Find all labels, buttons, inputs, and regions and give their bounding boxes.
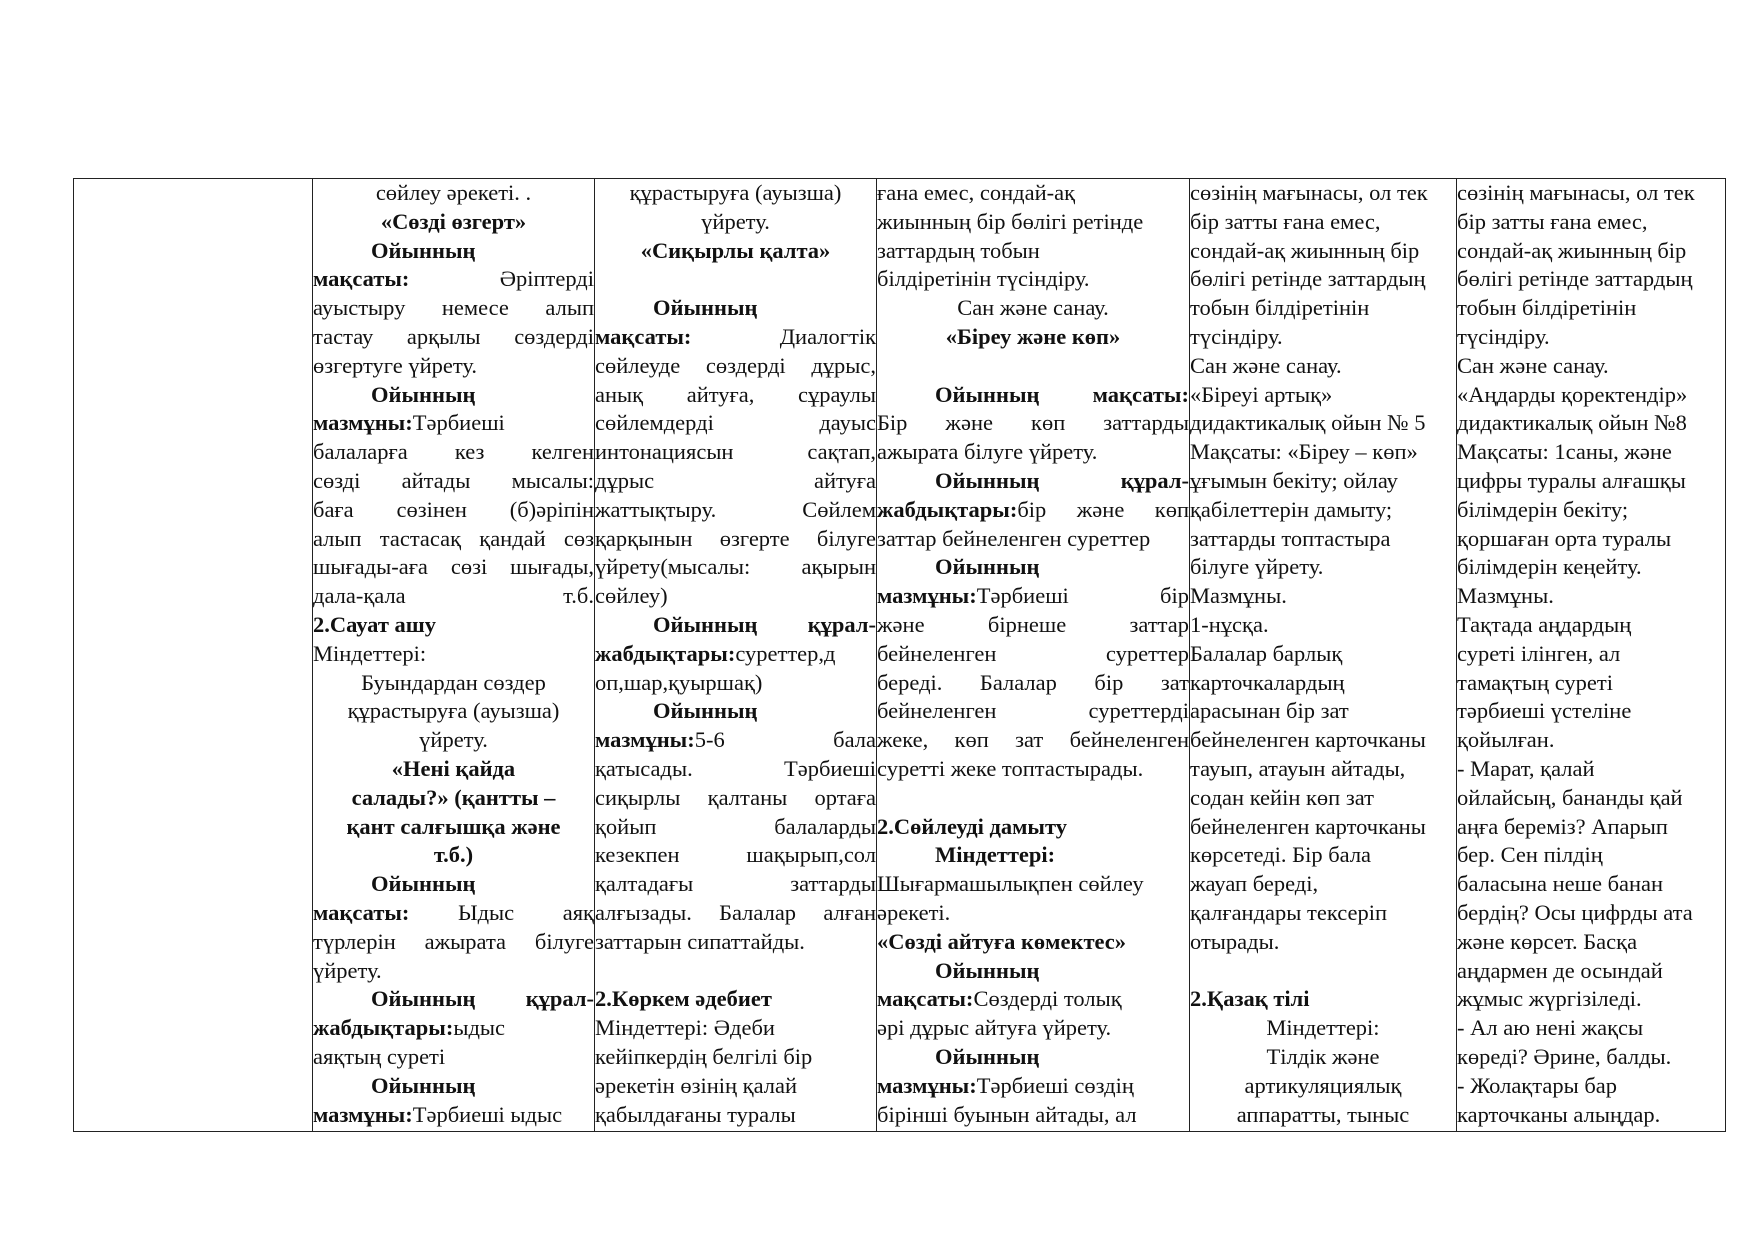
cell-text-line: түрлерін ажырата білуге — [313, 928, 594, 954]
cell-text-line: интонациясын сақтап, — [595, 439, 876, 465]
cell-text-line: дала-қала т.б. — [313, 583, 594, 609]
cell-text-line: құрастыруға (ауызша) — [347, 698, 560, 724]
cell-text-line: Ойынның мақсаты: — [935, 381, 1189, 407]
table-column — [877, 179, 1190, 1131]
cell-text-run: Сөздерді толық — [973, 986, 1122, 1012]
cell-text-line: түсіндіру. — [1190, 323, 1283, 349]
cell-text-line: дұрыс айтуға — [595, 467, 876, 493]
cell-text-line: бейнеленген суреттерді — [877, 698, 1189, 724]
cell-text-line: жұмыс жүргізіледі. — [1457, 986, 1642, 1012]
cell-text-run: 5-6 бала — [694, 727, 876, 753]
cell-text-line: балаларға кез келген — [313, 439, 594, 465]
cell-text-line: Ойынның — [371, 237, 476, 263]
cell-text-line: анық айтуға, сұраулы — [595, 381, 876, 407]
cell-text-line: Сан және санау. — [1190, 352, 1342, 378]
cell-text-line: сондай-ақ жиынның бір — [1457, 237, 1687, 263]
cell-text-line: тобын білдіретінін — [1457, 295, 1637, 321]
cell-text-line: цифры туралы алғашқы — [1457, 467, 1686, 493]
cell-text-line: Ойынның — [371, 381, 476, 407]
cell-text-line: Тақтада аңдардың — [1457, 611, 1632, 637]
cell-text-line: Сан және санау. — [957, 295, 1109, 321]
cell-text-line: құрастыруға (ауызша) — [629, 180, 842, 205]
cell-text-line: сөзінің мағынасы, ол тек — [1457, 180, 1695, 205]
cell-text-line: алып тастасақ қандай сөз — [313, 525, 594, 551]
cell-text-line — [595, 726, 876, 755]
cell-text-line — [877, 496, 1189, 525]
cell-text-line: Мазмұны. — [1457, 583, 1554, 609]
cell-text-line: - Ал аю нені жақсы — [1457, 1015, 1644, 1041]
cell-text-line: ғана емес, сондай-ақ — [877, 180, 1076, 205]
cell-text-line: бердің? Осы цифрды ата — [1457, 899, 1693, 925]
cell-text-line: карточканы алыңдар. — [1457, 1101, 1661, 1127]
cell-text-line: сондай-ақ жиынның бір — [1190, 237, 1420, 263]
cell-text-line: оп,шар,қуыршақ) — [595, 669, 763, 695]
cell-text-line: Ойынның құрал- — [653, 611, 876, 637]
cell-text-line: бер. Сен пілдің — [1457, 842, 1603, 868]
blank-line — [877, 352, 1189, 381]
cell-text-line: жиынның бір бөлігі ретінде — [877, 208, 1144, 234]
cell-text-line: және көрсет. Басқа — [1457, 928, 1638, 954]
cell-text-line: Шығармашылықпен сөйлеу — [877, 871, 1144, 897]
cell-text-line: қарқынын өзгерте білуге — [595, 525, 876, 551]
table-column — [313, 179, 595, 1131]
cell-text-line: бейнеленген карточканы — [1190, 813, 1426, 839]
cell-text-line: баласына неше банан — [1457, 871, 1664, 897]
cell-text-line: Міндеттері: — [935, 842, 1056, 868]
cell-text-line: қант салғышқа және — [346, 813, 561, 839]
cell-text-line: сиқырлы қалтаны ортаға — [595, 784, 876, 810]
cell-text-line — [595, 323, 876, 352]
cell-text-line: 1-нұсқа. — [1190, 611, 1269, 637]
cell-text-line: Мақсаты: «Біреу – көп» — [1190, 439, 1418, 465]
cell-text-line: отырады. — [1190, 928, 1280, 954]
cell-text-line: аңдармен де осындай — [1457, 957, 1663, 983]
cell-text-line — [877, 582, 1189, 611]
cell-text-run: Әріптерді — [409, 266, 594, 292]
cell-text-run: бір және көп — [1017, 496, 1189, 522]
cell-text-run: жабдықтары: — [877, 496, 1018, 522]
table-column — [1190, 179, 1457, 1131]
cell-text-line — [595, 640, 876, 669]
cell-text-line: Ойынның — [935, 554, 1040, 580]
cell-text-line: 2.Қазақ тілі — [1190, 986, 1310, 1012]
cell-text-line: Тілдік және — [1266, 1043, 1380, 1069]
blank-line — [595, 957, 876, 986]
cell-text-line: Ойынның — [371, 1072, 476, 1098]
cell-text-line: қалтадағы заттарды — [595, 871, 876, 897]
cell-text-line: заттардың тобын — [877, 237, 1040, 263]
cell-text-line: Ойынның — [935, 957, 1040, 983]
cell-text-line: 2.Көркем әдебиет — [595, 986, 772, 1012]
cell-text-line: «Біреуі артық» — [1190, 381, 1333, 407]
cell-text-line: содан кейін көп зат — [1190, 784, 1374, 810]
cell-text-line: 2.Сөйлеуді дамыту — [877, 813, 1068, 839]
cell-text-line: қойып балаларды — [595, 813, 876, 839]
cell-text-line: «Біреу және көп» — [945, 323, 1121, 349]
cell-text-line: тамақтың суреті — [1457, 669, 1613, 695]
cell-text-line: «Сиқырлы қалта» — [640, 237, 831, 263]
cell-text-line: бір затты ғана емес, — [1457, 208, 1648, 234]
cell-text-line: үйрету. — [419, 727, 488, 753]
cell-text-line: Бір және көп заттарды — [877, 410, 1189, 436]
cell-text-line: қабілеттерін дамыту; — [1190, 496, 1393, 522]
cell-text-line: суреті ілінген, ал — [1457, 640, 1621, 666]
cell-text-line: сөйлеу әрекеті. . — [375, 180, 532, 205]
cell-text-line: тастау арқылы сөздерді — [313, 323, 594, 349]
cell-text-line: Ойынның құрал- — [935, 467, 1189, 493]
cell-text-line: үйрету. — [313, 957, 382, 983]
cell-text-line: Ойынның — [653, 698, 758, 724]
cell-text-line: бөлігі ретінде заттардың — [1190, 266, 1426, 292]
cell-text-run: мақсаты: — [595, 323, 692, 349]
cell-text-line: Мақсаты: 1саны, және — [1457, 439, 1672, 465]
cell-text-line — [877, 985, 1189, 1014]
cell-text-line: бір затты ғана емес, — [1190, 208, 1381, 234]
cell-text-line: 2.Сауат ашу — [313, 611, 437, 637]
cell-text-line: кейіпкердің белгілі бір — [595, 1043, 813, 1069]
cell-text-line: ауыстыру немесе алып — [313, 295, 594, 321]
cell-text-line: білімдерін кеңейту. — [1457, 554, 1642, 580]
cell-text-line: үйрету(мысалы: ақырын — [595, 554, 876, 580]
cell-text-line: тәрбиеші үстеліне — [1457, 698, 1632, 724]
cell-text-line: ажырата білуге үйрету. — [877, 439, 1098, 465]
cell-text-line: көрсетеді. Бір бала — [1190, 842, 1372, 868]
cell-text-line: қабылдағаны туралы — [595, 1101, 796, 1127]
cell-text-line: - Жолақтары бар — [1457, 1072, 1618, 1098]
cell-text-line — [313, 409, 594, 438]
cell-text-line: бейнеленген карточканы — [1190, 727, 1426, 753]
cell-text-line: салады?» (қантты – — [351, 784, 556, 810]
cell-text-line: аңға береміз? Апарып — [1457, 813, 1668, 839]
cell-text-line: аяқтың суреті — [313, 1043, 446, 1069]
cell-text-line: «Аңдарды қоректендір» — [1457, 381, 1688, 407]
cell-text-line: «Сөзді өзгерт» — [380, 208, 527, 234]
cell-text-run: мақсаты: — [313, 899, 410, 925]
cell-text-line: әрі дұрыс айтуға үйрету. — [877, 1015, 1112, 1041]
cell-text-line: дидактикалық ойын № 5 — [1190, 410, 1426, 436]
schedule-table — [73, 178, 1726, 1132]
cell-text-run: Тәрбиеші ыдыс — [412, 1101, 563, 1127]
cell-text-line: Міндеттері: — [313, 640, 427, 666]
cell-text-line: білдіретінін түсіндіру. — [877, 266, 1090, 292]
cell-text-line: арасынан бір зат — [1190, 698, 1349, 724]
cell-text-line: қатысады. Тәрбиеші — [595, 755, 876, 781]
blank-line — [1190, 957, 1456, 986]
cell-text-line — [313, 899, 594, 928]
cell-text-run: Тәрбиеші сөздің — [976, 1072, 1134, 1098]
cell-text-line: жаттықтыру. Сөйлем — [595, 496, 876, 522]
cell-text-run: мақсаты: — [877, 986, 974, 1012]
cell-text-line: Міндеттері: Әдеби — [595, 1015, 775, 1041]
cell-text-run: Тәрбиеші — [412, 410, 505, 436]
cell-text-line: дидактикалық ойын №8 — [1457, 410, 1687, 436]
cell-text-run: мазмұны: — [313, 410, 413, 436]
cell-text-line: заттарды топтастыра — [1190, 525, 1391, 551]
table-column — [74, 179, 313, 1131]
cell-text-run: мазмұны: — [877, 1072, 977, 1098]
cell-text-line: заттарын сипаттайды. — [595, 928, 805, 954]
cell-text-line: және бірнеше заттар — [877, 611, 1189, 637]
cell-text-line: қойылған. — [1457, 727, 1555, 753]
cell-text-line: бірінші буынын айтады, ал — [877, 1101, 1137, 1127]
cell-text-run: мақсаты: — [313, 266, 410, 292]
cell-text-line: баға сөзінен (б)әріпін — [313, 496, 594, 522]
cell-text-line — [313, 265, 594, 294]
cell-text-line: білімдерін бекіту; — [1457, 496, 1629, 522]
cell-text-line: суретті жеке топтастырады. — [877, 755, 1144, 781]
cell-text-line: карточкалардың — [1190, 669, 1345, 695]
cell-text-line: жеке, көп зат бейнеленген — [877, 727, 1189, 753]
cell-text-line: Балалар барлық — [1190, 640, 1343, 666]
cell-text-line: әрекетін өзінің қалай — [595, 1072, 798, 1098]
cell-text-line: бөлігі ретінде заттардың — [1457, 266, 1693, 292]
cell-text-line — [313, 1014, 594, 1043]
cell-text-line: «Сөзді айтуға көмектес» — [877, 928, 1126, 954]
cell-text-line: кезекпен шақырып,сол — [595, 842, 876, 868]
cell-text-line: білуге үйрету. — [1190, 554, 1324, 580]
cell-text-line: заттар бейнеленген суреттер — [877, 525, 1151, 551]
cell-text-run: мазмұны: — [595, 727, 695, 753]
cell-text-line: Сан және санау. — [1457, 352, 1609, 378]
cell-text-line: артикуляциялық — [1244, 1072, 1402, 1098]
cell-text-line: алғызады. Балалар алған — [595, 899, 876, 925]
cell-text-line — [877, 1072, 1189, 1101]
cell-text-line: т.б.) — [433, 842, 474, 868]
cell-text-run: жабдықтары: — [595, 640, 736, 666]
cell-text-line: қалғандары тексеріп — [1190, 899, 1388, 925]
cell-text-line: сөйлеу) — [595, 583, 668, 609]
cell-text-line — [313, 1101, 594, 1130]
cell-text-line: қоршаған орта туралы — [1457, 525, 1672, 551]
cell-text-line: Ойынның құрал- — [371, 986, 594, 1012]
cell-text-line: жауап береді, — [1190, 871, 1319, 897]
cell-text-line: әрекеті. — [877, 899, 951, 925]
cell-text-line: бейнеленген суреттер — [877, 640, 1189, 666]
cell-text-line: ұғымын бекіту; ойлау — [1190, 467, 1398, 493]
cell-text-line: тобын білдіретінін — [1190, 295, 1370, 321]
cell-text-line: тауып, атауын айтады, — [1190, 755, 1406, 781]
cell-text-line: Ойынның — [371, 871, 476, 897]
cell-text-line: үйрету. — [701, 208, 770, 234]
cell-text-run: жабдықтары: — [313, 1015, 454, 1041]
cell-text-line: Ойынның — [935, 1043, 1040, 1069]
cell-text-run: суреттер,д — [735, 640, 836, 666]
cell-text-run: мазмұны: — [877, 583, 977, 609]
cell-text-line: Мазмұны. — [1190, 583, 1287, 609]
blank-line — [595, 265, 876, 294]
cell-text-line: өзгертуге үйрету. — [313, 352, 478, 378]
table-column — [595, 179, 877, 1131]
blank-line — [877, 784, 1189, 813]
cell-text-line: сөйлемдерді дауыс — [595, 410, 876, 436]
cell-text-line: түсіндіру. — [1457, 323, 1550, 349]
cell-text-run: ыдыс — [453, 1015, 505, 1041]
cell-text-run: Диалогтік — [691, 323, 876, 349]
cell-text-line: Міндеттері: — [1266, 1015, 1380, 1041]
cell-text-line: «Нені қайда — [391, 755, 516, 781]
cell-text-run: Тәрбиеші бір — [976, 583, 1189, 609]
cell-text-line: аппаратты, тыныс — [1236, 1101, 1410, 1127]
cell-text-line: Ойынның — [653, 295, 758, 321]
cell-text-line: - Марат, қалай — [1457, 755, 1595, 781]
cell-text-line: көреді? Әрине, балды. — [1457, 1043, 1672, 1069]
table-column — [1457, 179, 1725, 1131]
cell-text-line: береді. Балалар бір зат — [877, 669, 1189, 695]
cell-text-line: ойлайсың, бананды қай — [1457, 784, 1683, 810]
cell-text-line: сөйлеуде сөздерді дұрыс, — [595, 352, 876, 378]
cell-text-run: мазмұны: — [313, 1101, 413, 1127]
cell-text-run: Ыдыс аяқ — [409, 899, 594, 925]
cell-text-line: шығады-аға сөзі шығады, — [313, 554, 594, 580]
cell-text-line: сөзді айтады мысалы: — [313, 467, 594, 493]
cell-text-line: Буындардан сөздер — [361, 669, 546, 695]
cell-text-line: сөзінің мағынасы, ол тек — [1190, 180, 1428, 205]
